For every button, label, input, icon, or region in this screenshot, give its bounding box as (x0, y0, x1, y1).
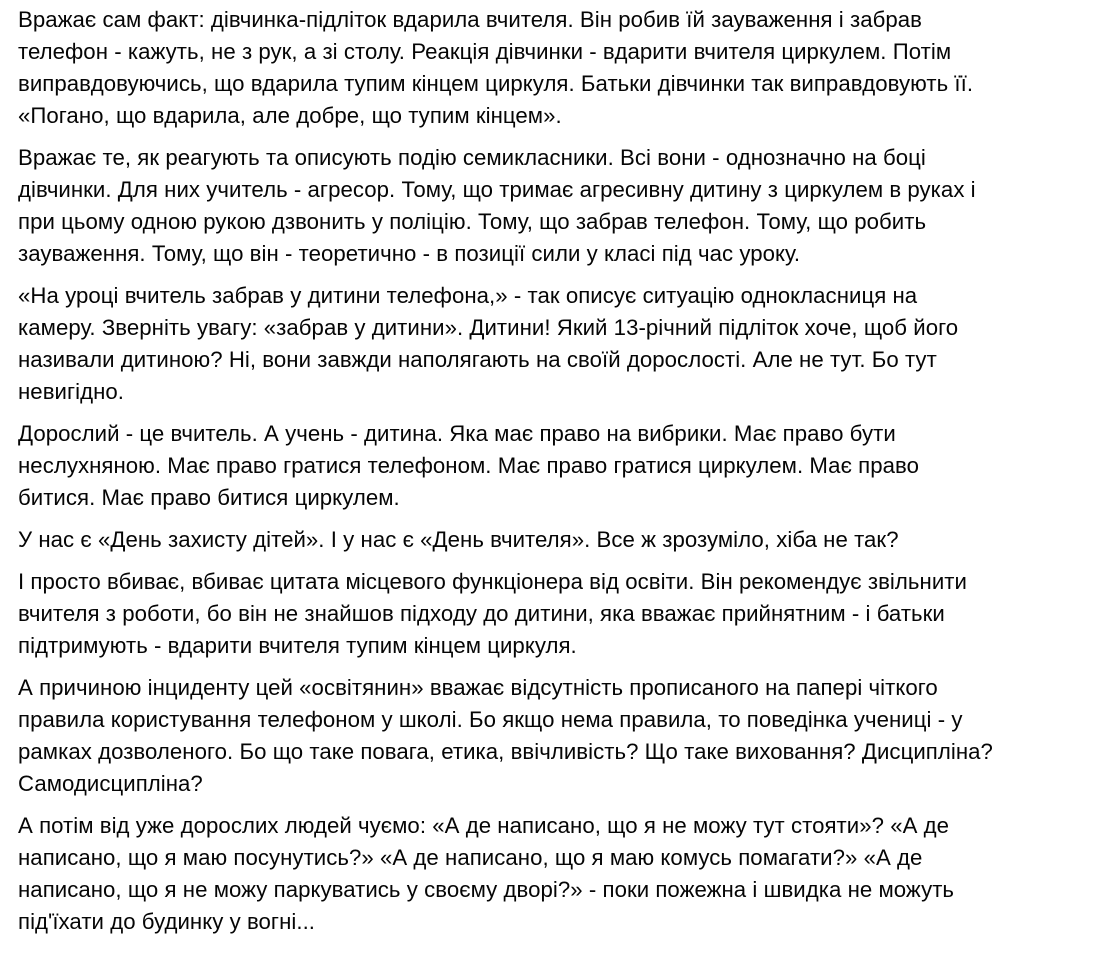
post-line: виправдовуючись, що вдарила тупим кінцем циркуля. Батьки дівчинки так виправдовують її. (18, 71, 974, 96)
post-paragraph-5 (18, 524, 1110, 556)
post-line: Самодисципліна? (18, 771, 203, 796)
post-line: вчителя з роботи, бо він не знайшов підходу до дитини, яка вважає прийнятним - і батьки (18, 601, 945, 626)
post-paragraph-6 (18, 566, 1110, 662)
post-line: «Погано, що вдарила, але добре, що тупим кінцем». (18, 103, 562, 128)
post-paragraph-7 (18, 672, 1110, 800)
post-line: невигідно. (18, 379, 124, 404)
bottom-fade (0, 964, 1116, 980)
post-paragraph-8 (18, 810, 1110, 938)
post-line: написано, що я не можу паркуватись у своєму дворі?» - поки пожежна і швидка не можуть (18, 877, 955, 902)
post-body (18, 4, 1110, 948)
post-line: А причиною інциденту цей «освітянин» вважає відсутність прописаного на папері чіткого (18, 675, 938, 700)
post-paragraph-4 (18, 418, 1110, 514)
post-line: неслухняною. Має право гратися телефоном. Має право гратися циркулем. Має право (18, 453, 919, 478)
post-line: називали дитиною? Ні, вони завжди наполягають на своїй дорослості. Але не тут. Бо тут (18, 347, 937, 372)
post-line: «На уроці вчитель забрав у дитини телефона,» - так описує ситуацію однокласниця на (18, 283, 918, 308)
post-line: І просто вбиває, вбиває цитата місцевого функціонера від освіти. Він рекомендує звільнити (18, 569, 967, 594)
post-line: битися. Має право битися циркулем. (18, 485, 400, 510)
post-line: Вражає те, як реагують та описують подію семикласники. Всі вони - однозначно на боці (18, 145, 926, 170)
post-line: телефон - кажуть, не з рук, а зі столу. Реакція дівчинки - вдарити вчителя циркулем. Потім (18, 39, 952, 64)
post-line: написано, що я маю посунутись?» «А де написано, що я маю комусь помагати?» «А де (18, 845, 923, 870)
post-paragraph-1 (18, 4, 1110, 132)
post-line: зауваження. Тому, що він - теоретично - в позиції сили у класі під час уроку. (18, 241, 801, 266)
post-line: У нас є «День захисту дітей». І у нас є «День вчителя». Все ж зрозуміло, хіба не так? (18, 527, 899, 552)
post-line: Дорослий - це вчитель. А учень - дитина. Яка має право на вибрики. Має право бути (18, 421, 896, 446)
post-paragraph-3 (18, 280, 1110, 408)
post-line: підтримують - вдарити вчителя тупим кінцем циркуля. (18, 633, 577, 658)
post-line: Вражає сам факт: дівчинка-підліток вдарила вчителя. Він робив їй зауваження і забрав (18, 7, 922, 32)
post-line: правила користування телефоном у школі. Бо якщо нема правила, то поведінка учениці - у (18, 707, 963, 732)
post-line: рамках дозволеного. Бо що таке повага, етика, ввічливість? Що таке виховання? Дисципліна? (18, 739, 993, 764)
post-line: при цьому одною рукою дзвонить у поліцію. Тому, що забрав телефон. Тому, що робить (18, 209, 927, 234)
post-line: дівчинки. Для них учитель - агресор. Тому, що тримає агресивну дитину з циркулем в руках і (18, 177, 976, 202)
post-line: під'їхати до будинку у вогні... (18, 909, 315, 934)
post-line: А потім від уже дорослих людей чуємо: «А де написано, що я не можу тут стояти»? «А де (18, 813, 950, 838)
post-paragraph-2 (18, 142, 1110, 270)
post-line: камеру. Зверніть увагу: «забрав у дитини». Дитини! Який 13-річний підліток хоче, щоб його (18, 315, 959, 340)
